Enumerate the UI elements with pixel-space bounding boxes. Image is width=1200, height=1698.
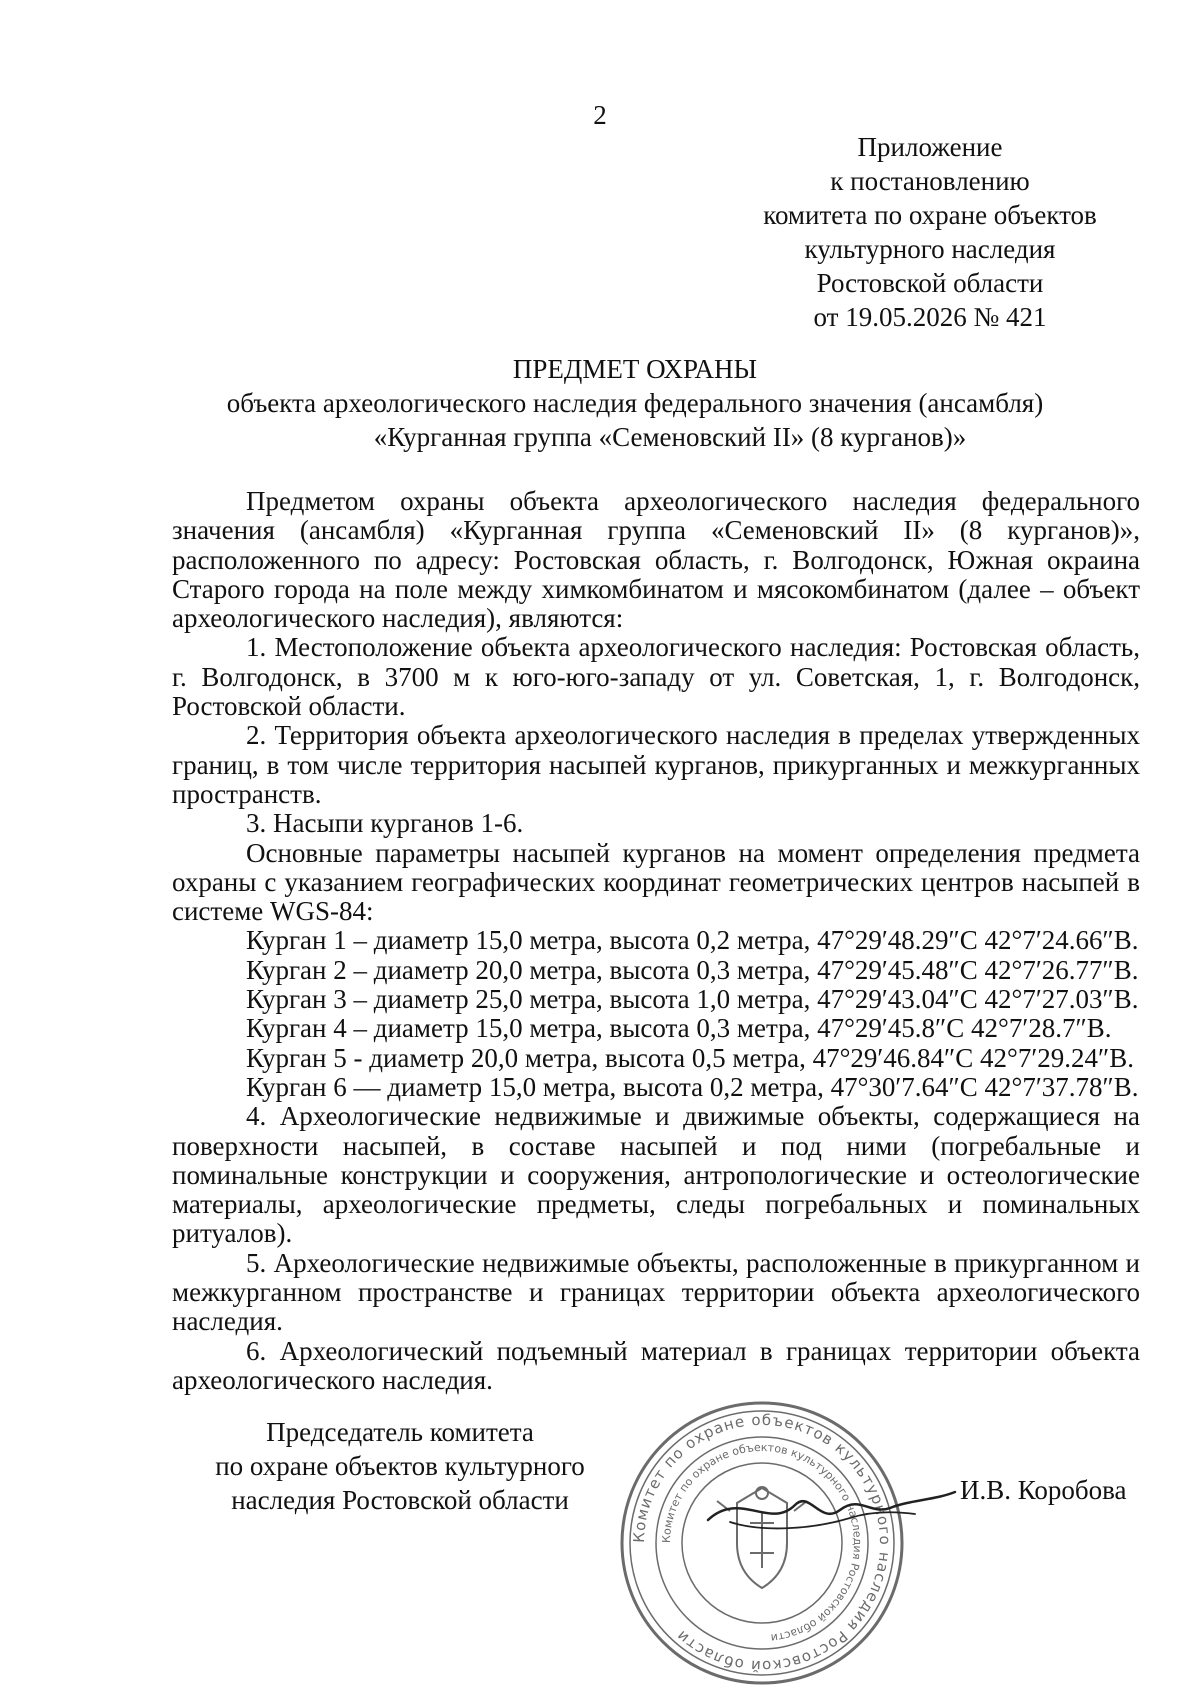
appendix-header <box>720 130 1140 334</box>
seal-text: Комитет по охране объектов культурного наследия Ростовской области <box>629 1410 895 1676</box>
signatory-position-line: Председатель комитета <box>266 1417 534 1447</box>
item-5-paragraph: 5. Археологические недвижимые объекты, расположенные в прикурганном и межкурганном пространстве и границах территории объекта археологического наследия. <box>172 1247 1140 1337</box>
item-1-paragraph: 1. Местоположение объекта археологического наследия: Ростовская область, г. Волгодонск, в 3700 м к юго-юго-западу от ул. Советская, 1, г. Волгодонск, Ростовской области. <box>172 632 1140 722</box>
document-title <box>150 352 1120 454</box>
signatory-position-line: по охране объектов культурного <box>215 1451 585 1481</box>
appendix-line: комитета по охране объектов <box>763 200 1097 230</box>
appendix-line: Приложение <box>857 132 1003 162</box>
appendix-line: от 19.05.2026 № 421 <box>813 302 1047 332</box>
kurgan-line: Курган 4 – диаметр 15,0 метра, высота 0,3 метра, 47°29′45.8″С 42°7′28.7″В. <box>246 1013 1112 1044</box>
appendix-line: Ростовской области <box>816 268 1044 298</box>
item-2-paragraph: 2. Территория объекта археологического наследия в пределах утвержденных границ, в том числе территория насыпей курганов, прикурганных и межкурганных пространств. <box>172 720 1140 809</box>
appendix-line: к постановлению <box>830 166 1030 196</box>
signatory-position-line: наследия Ростовской области <box>231 1485 569 1515</box>
document-body <box>172 487 1140 1395</box>
item-6-paragraph: 6. Археологический подъемный материал в границах территории объекта археологического наследия. <box>172 1335 1140 1395</box>
intro-paragraph: Предметом охраны объекта археологического наследия федерального значения (ансамбля) «Курганная группа «Семеновский II» (8 курганов)», расположенного по адресу: Ростовская область, г. Волгодонск, Южная окраина Старого города на поле между химкомбинатом и мясокомбинатом (далее – объект археологического наследия), являются: <box>172 486 1140 634</box>
kurgan-line: Курган 2 – диаметр 20,0 метра, высота 0,3 метра, 47°29′45.48″С 42°7′26.77″В. <box>246 954 1139 985</box>
appendix-line: культурного наследия <box>804 234 1056 264</box>
signatory-name: И.В. Коробова <box>960 1475 1127 1505</box>
page-number: 2 <box>593 100 607 130</box>
title-line-3: «Курганная группа «Семеновский II» (8 курганов)» <box>373 422 967 452</box>
item-3-paragraph: 3. Насыпи курганов 1-6. <box>246 808 524 839</box>
seal-text: Комитет по охране объектов культурного наследия Ростовской области <box>659 1440 865 1645</box>
kurgan-line: Курган 6 — диаметр 15,0 метра, высота 0,2 метра, 47°30′7.64″С 42°7′37.78″В. <box>246 1071 1139 1102</box>
kurgan-line: Курган 5 - диаметр 20,0 метра, высота 0,5 метра, 47°29′46.84″С 42°7′29.24″В. <box>246 1042 1135 1073</box>
item-4-paragraph: 4. Археологические недвижимые и движимые объекты, содержащиеся на поверхности насыпей, в составе насыпей и под ними (погребальные и поминальные конструкции и сооружения, антропологические и остеологические материалы, археологические предметы, следы погребальных и поминальных ритуалов). <box>172 1101 1140 1249</box>
title-line-1: ПРЕДМЕТ ОХРАНЫ <box>512 354 758 384</box>
kurgan-line: Курган 1 – диаметр 15,0 метра, высота 0,2 метра, 47°29′48.29″С 42°7′24.66″В. <box>246 925 1139 956</box>
kurgan-line: Курган 3 – диаметр 25,0 метра, высота 1,0 метра, 47°29′43.04″С 42°7′27.03″В. <box>246 984 1139 1015</box>
handwritten-signature <box>700 1470 960 1540</box>
title-line-2: объекта археологического наследия федерального значения (ансамбля) <box>226 388 1044 418</box>
params-paragraph: Основные параметры насыпей курганов на момент определения предмета охраны с указанием географических координат геометрических центров насыпей в системе WGS-84: <box>172 837 1140 927</box>
signatory-position <box>180 1415 620 1517</box>
official-seal <box>612 1393 912 1693</box>
